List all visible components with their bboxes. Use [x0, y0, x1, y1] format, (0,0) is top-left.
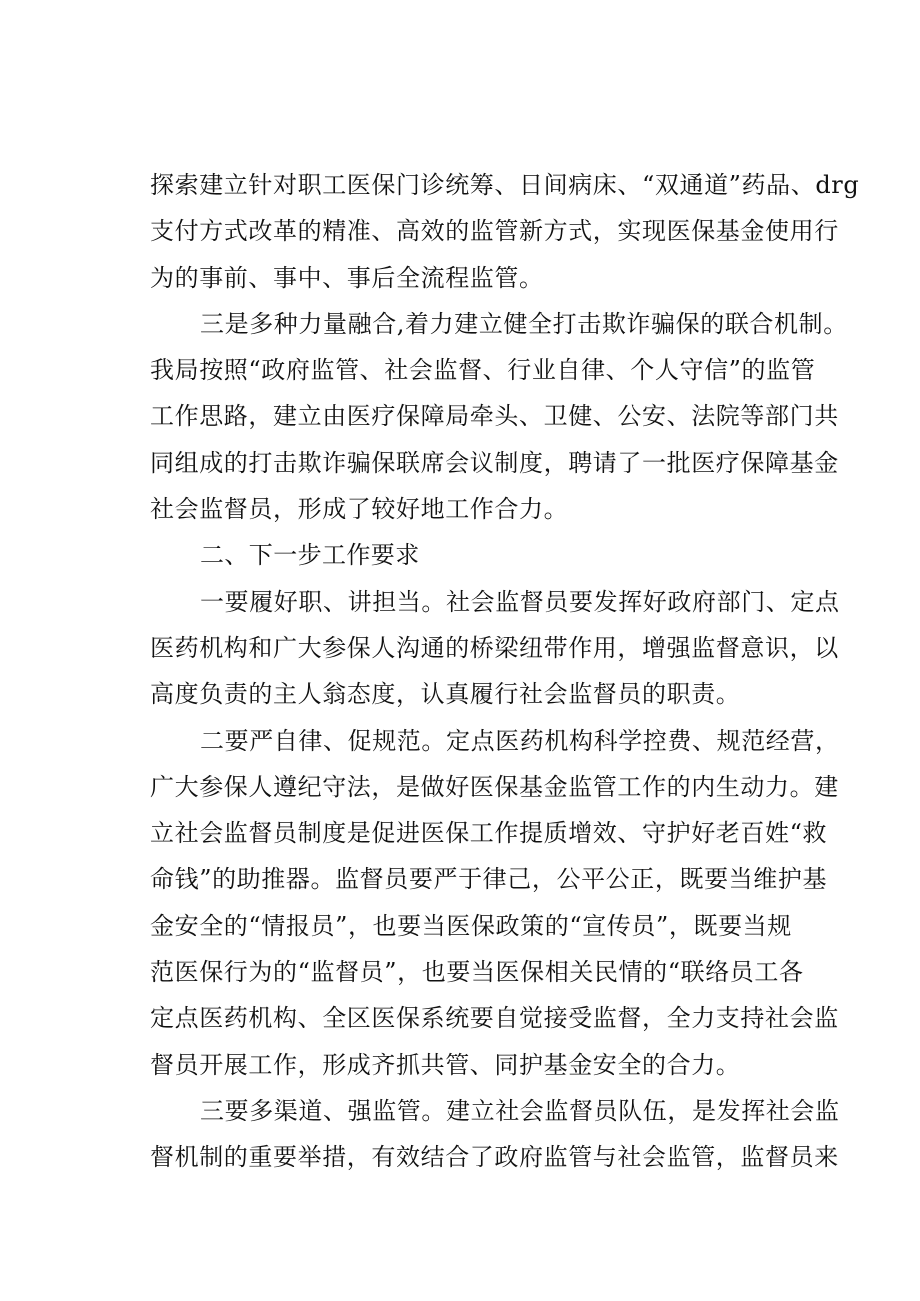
text-line: 工作思路，建立由医疗保障局牵头、卫健、公安、法院等部门共: [150, 402, 839, 431]
text-line: 广大参保人遵纪守法，是做好医保基金监管工作的内生动力。建: [150, 772, 839, 801]
paragraph-start-line: 一要履好职、讲担当。社会监督员要发挥好政府部门、定点: [200, 587, 840, 616]
document-body: [150, 162, 860, 1181]
text-line: 同组成的打击欺诈骗保联席会议制度，聘请了一批医疗保障基金: [150, 448, 839, 477]
text-line: 命钱”的助推器。监督员要严于律己，公平公正，既要当维护基: [150, 865, 828, 894]
section-heading: 二、下一步工作要求: [200, 541, 420, 570]
text-line: 为的事前、事中、事后全流程监管。: [150, 263, 544, 292]
text-line: 金安全的“情报员”，也要当医保政策的“宣传员”，既要当规: [150, 911, 792, 940]
text-line: 高度负责的主人翁态度，认真履行社会监督员的职责。: [150, 680, 741, 709]
text-line: 定点医药机构、全区医保系统要自觉接受监督，全力支持社会监: [150, 1004, 839, 1033]
text-line: 立社会监督员制度是促进医保工作提质增效、守护好老百姓“救: [150, 819, 828, 848]
text-line: 探索建立针对职工医保门诊统筹、日间病床、“双通道”药品、drg: [150, 171, 860, 199]
paragraph-start-line: 二要严自律、促规范。定点医药机构科学控费、规范经营，: [200, 726, 840, 755]
paragraph-start-line: 三是多种力量融合,着力建立健全打击欺诈骗保的联合机制。: [200, 309, 848, 338]
text-line: 督员开展工作，形成齐抓共管、同护基金安全的合力。: [150, 1050, 741, 1079]
paragraph-start-line: 三要多渠道、强监管。建立社会监督员队伍，是发挥社会监: [200, 1096, 840, 1125]
text-line: 我局按照“政府监管、社会监督、行业自律、个人守信”的监管: [150, 356, 816, 385]
text-line: 支付方式改革的精准、高效的监管新方式，实现医保基金使用行: [150, 217, 839, 246]
text-line: 社会监督员，形成了较好地工作合力。: [150, 495, 569, 524]
text-line: 范医保行为的“监督员”，也要当医保相关民情的“联络员工各: [150, 958, 804, 987]
text-line: 医药机构和广大参保人沟通的桥梁纽带作用，增强监督意识，以: [150, 633, 839, 662]
text-line: 督机制的重要举措，有效结合了政府监管与社会监管，监督员来: [150, 1143, 839, 1172]
